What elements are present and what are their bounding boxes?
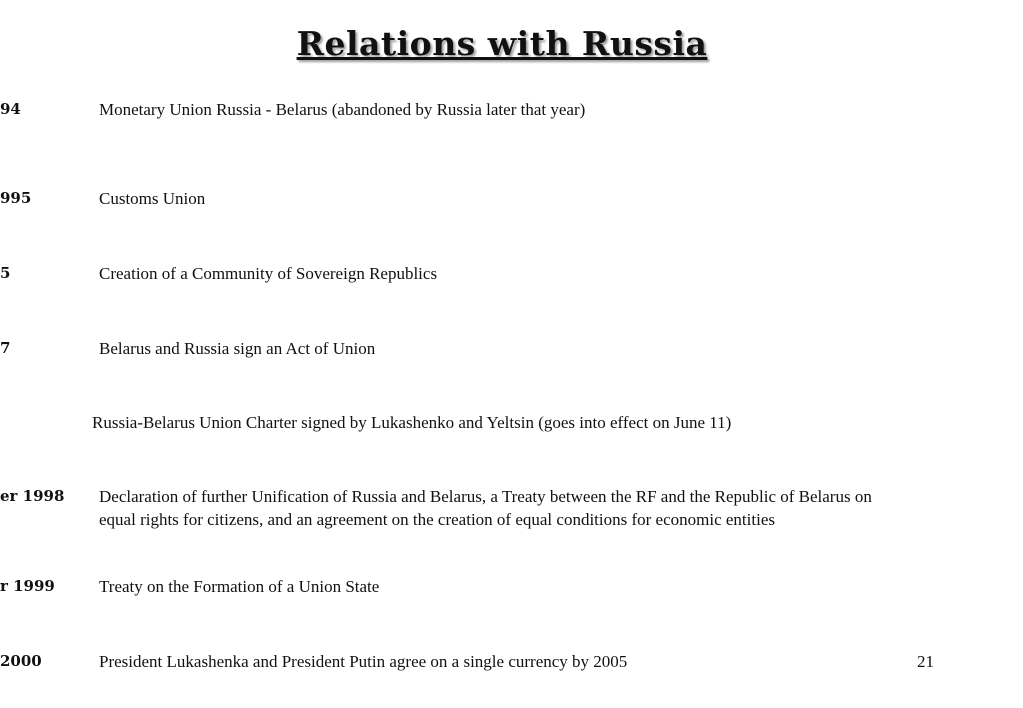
event-description: Belarus and Russia sign an Act of Union — [99, 339, 376, 358]
event-date: 94 — [0, 100, 21, 118]
event-date: 5 — [0, 264, 11, 282]
page-number: 21 — [917, 652, 934, 671]
event-date: 2000 — [0, 652, 42, 670]
event-description: Declaration of further Unification of Russia and Belarus, a Treaty between the RF and the Republic of Belarus on equal rights for citizens, and an agreement on the creation of equal conditions for economic entities — [99, 487, 872, 529]
event-date: 7 — [0, 339, 11, 357]
event-description: Treaty on the Formation of a Union State — [99, 577, 380, 596]
event-description: Monetary Union Russia - Belarus (abandoned by Russia later that year) — [99, 100, 586, 119]
event-description: Customs Union — [99, 189, 206, 208]
event-description: Russia-Belarus Union Charter signed by Lukashenko and Yeltsin (goes into effect on June 11) — [92, 413, 732, 432]
event-description: President Lukashenka and President Putin agree on a single currency by 2005 — [99, 652, 628, 671]
event-description: Creation of a Community of Sovereign Republics — [99, 264, 438, 283]
event-date: r 1999 — [0, 577, 55, 595]
slide-title: Relations with Russia — [296, 24, 708, 63]
event-date: er 1998 — [0, 487, 65, 505]
event-date: 995 — [0, 189, 32, 207]
